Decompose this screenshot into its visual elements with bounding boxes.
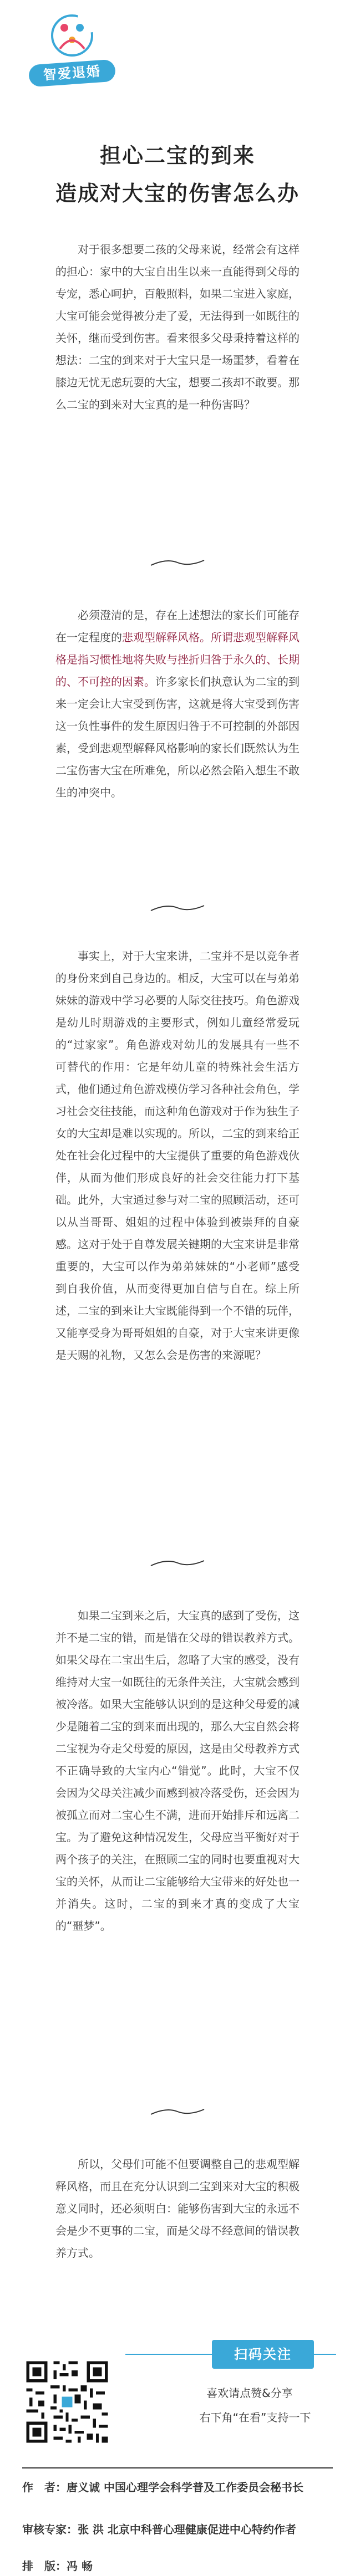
- paragraph-3: 事实上，对于大宝来讲，二宝并不是以竞争者的身份来到自己身边的。相反，大宝可以在与弟弟妹妹的游戏中学习必要的人际交往技巧。角色游戏是幼儿时期游戏的主要形式，例如儿童经常爱玩的“过家家”。角色游戏对幼儿的发展具有一些不可替代的作用：它是年幼儿童的特殊社会生活方式，他们通过角色游戏模仿学习各种社会角色，学习社会交往技能，而这种角色游戏对于作为独生子女的大宝却是难以实现的。所以，二宝的到来给正处在社会化过程中的大宝提供了重要的角色游戏伙伴，从而为他们形成良好的社会交往能力打下基础。此外，大宝通过参与对二宝的照顾活动，还可以从当哥哥、姐姐的过程中体验到被崇拜的自豪感。这对于处于自尊发展关键期的大宝来讲是非常重要的，大宝可以作为弟弟妹妹的“小老师”感受到自我价值，从而变得更加自信与自在。综上所述，二宝的到来让大宝既能得到一个不错的玩伴，又能享受身为哥哥姐姐的自豪，对于大宝来讲更像是天赐的礼物，又怎么会是伤害的来源呢？: [55, 949, 300, 1362]
- review-credit: 审核专家：张 洪 北京中科普心理健康促进中心特约作者: [22, 2523, 296, 2536]
- badge-line-right: [314, 2354, 336, 2355]
- scan-follow-badge: 扫码关注: [212, 2340, 314, 2369]
- badge-line-left: [125, 2354, 212, 2355]
- paragraph-1: 对于很多想要二孩的父母来说，经常会有这样的担心：家中的大宝自出生以来一直能得到父母的专宠，悉心呵护，百般照料，如果二宝进入家庭，大宝可能会觉得被分走了爱，无法得到一如既往的关怀，继而受到伤害。看来很多父母秉持着这样的想法：二宝的到来对于大宝只是一场噩梦，看着在膝边无忧无虑玩耍的大宝，想要二孩却不敢要。那么二宝的到来对大宝真的是一种伤害吗？: [55, 243, 300, 411]
- share-text-1: 喜欢请点赞&分享: [206, 2386, 293, 2400]
- page-title-line1: 担心二宝的到来: [99, 144, 255, 168]
- brand-logo: [22, 10, 122, 88]
- wave-divider-2: [150, 902, 205, 913]
- highlighted-definition: 悲观型解释风格。所谓悲观型解释风格是指习惯性地将失败与挫折归咎于永久的、长期的、不可控的因素。: [55, 631, 300, 688]
- paragraph-4: 如果二宝到来之后，大宝真的感到了受伤，这并不是二宝的错，而是错在父母的错误教养方式。如果父母在二宝出生后，忽略了大宝的感受，没有维持对大宝一如既往的无条件关注，大宝就会感到被冷落。如果大宝能够认识到的是这种父母爱的减少是随着二宝的到来而出现的，那么大宝自然会将二宝视为夺走父母爱的原因，这是由父母教养方式不正确导致的大宝内心“错觉”。此时，大宝不仅会因为父母关注减少而感到被冷落受伤，还会因为被孤立而对二宝心生不满，进而开始排斥和远离二宝。为了避免这种情况发生，父母应当平衡好对于两个孩子的关注，在照顾二宝的同时也要重视对大宝的关怀，从而让二宝能够给大宝带来的好处也一并消失。这时，二宝的到来才真的变成了大宝的“噩梦”。: [55, 1609, 300, 1933]
- qr-code-icon[interactable]: [23, 2358, 111, 2446]
- author-credit: 作 者：唐义诚 中国心理学会科学普及工作委员会秘书长: [22, 2481, 303, 2494]
- logo-text: 智爱退婚: [28, 59, 116, 88]
- share-text-2: 右下角“在看”支持一下: [199, 2411, 311, 2424]
- paragraph-5: 所以，父母们可能不但要调整自己的悲观型解释风格，而且在充分认识到二宝到来对大宝的积极意义同时，还必须明白：能够伤害到大宝的永远不会是少不更事的二宝，而是父母不经意间的错误教养方式。: [55, 2158, 300, 2260]
- editor-credit: 排 版：冯 畅: [22, 2559, 93, 2573]
- credits-divider: [22, 2467, 333, 2468]
- wave-divider-1: [150, 557, 205, 568]
- wave-divider-3: [150, 1557, 205, 1568]
- wave-divider-4: [150, 2106, 205, 2117]
- page-title-line2: 造成对大宝的伤害怎么办: [55, 181, 300, 206]
- paragraph-2: 必须澄清的是，存在上述想法的家长们可能存在一定程度的悲观型解释风格。所谓悲观型解释风格是指习惯性地将失败与挫折归咎于永久的、长期的、不可控的因素。许多家长们执意认为二宝的到来一定会让大宝受到伤害，这就是将大宝受到伤害这一负性事件的发生原因归咎于不可控制的外部因素，受到悲观型解释风格影响的家长们既然认为生二宝伤害大宝在所难免，所以必然会陷入想生不敢生的冲突中。: [55, 609, 300, 799]
